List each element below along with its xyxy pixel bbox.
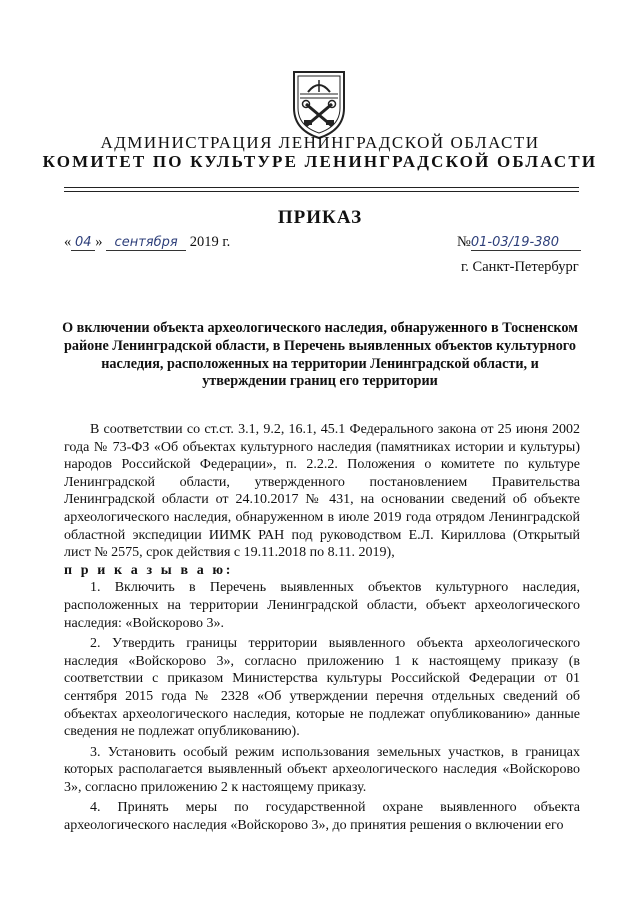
order-item-2: 2. Утвердить границы территории выявленного объекта археологического наследия «Войскорово 3», согласно приложению 1 к настоящему приказу (в соответствии с приказом Министерства культуры Российской Федерации от 01 сентября 2015 года № 2328 «Об утверждении перечня отдельных сведений об объектах археологического наследия, которые не подлежат опубликованию» данные сведения не подлежат опубликованию).: [64, 636, 580, 740]
preamble-paragraph: В соответствии со ст.ст. 3.1, 9.2, 16.1, 45.1 Федерального закона от 25 июня 2002 года № 73-ФЗ «Об объектах культурного наследия (памятниках истории и культуры) народов Российской Федерации», п. 2.2.2. Положения о комитете по культуре Ленинградской области, утвержденного постановлением Правительства Ленинградской области от 24.10.2017 № 431, на основании сведений об объекте археологического наследия, обнаруженном в июле 2019 года отрядом Ленинградской областной экспедиции ИИМК РАН под руководством Е.Л. Кириллова (Открытый лист № 2575, срок действия с 19.11.2018 по 8.11. 2019),: [64, 422, 580, 561]
committee-heading: КОМИТЕТ ПО КУЛЬТУРЕ ЛЕНИНГРАДСКОЙ ОБЛАСТИ: [42, 152, 598, 171]
document-date: [64, 234, 230, 251]
document-body: [64, 421, 580, 835]
date-close-quote: »: [95, 234, 103, 250]
date-year: 2019 г.: [189, 234, 231, 250]
document-city: г. Санкт-Петербург: [461, 259, 579, 275]
date-day: 04: [71, 235, 95, 251]
number-prefix: №: [457, 234, 471, 250]
administration-heading: АДМИНИСТРАЦИЯ ЛЕНИНГРАДСКОЙ ОБЛАСТИ: [100, 133, 540, 152]
header-divider-secondary: [64, 191, 579, 192]
header-divider: [64, 187, 579, 188]
coat-of-arms-icon: [290, 68, 348, 140]
document-title: О включении объекта археологического наследия, обнаруженного в Тосненском районе Ленинградской области, в Перечень выявленных объектов культурного наследия, расположенных на территории Ленинградской области, и утверждении границ его территории: [62, 320, 578, 390]
document-type: ПРИКАЗ: [277, 207, 363, 228]
order-item-1: 1. Включить в Перечень выявленных объектов культурного наследия, расположенных на территории Ленинградской области, объект археологического наследия: «Войскорово 3».: [64, 580, 580, 631]
order-item-3: 3. Установить особый режим использования земельных участков, в границах которых располагается выявленный объект археологического наследия «Войскорово 3», согласно приложению 2 к настоящему приказу.: [64, 744, 580, 795]
order-item-4: 4. Принять меры по государственной охране выявленного объекта археологического наследия «Войскорово 3», до принятия решения о включении его: [64, 800, 580, 834]
number-value: 01-03/19-380: [471, 235, 581, 251]
date-month: сентября: [106, 235, 186, 251]
date-open-quote: «: [64, 234, 72, 250]
decree-word: п р и к а з ы в а ю:: [64, 562, 233, 578]
document-number: [457, 234, 581, 251]
